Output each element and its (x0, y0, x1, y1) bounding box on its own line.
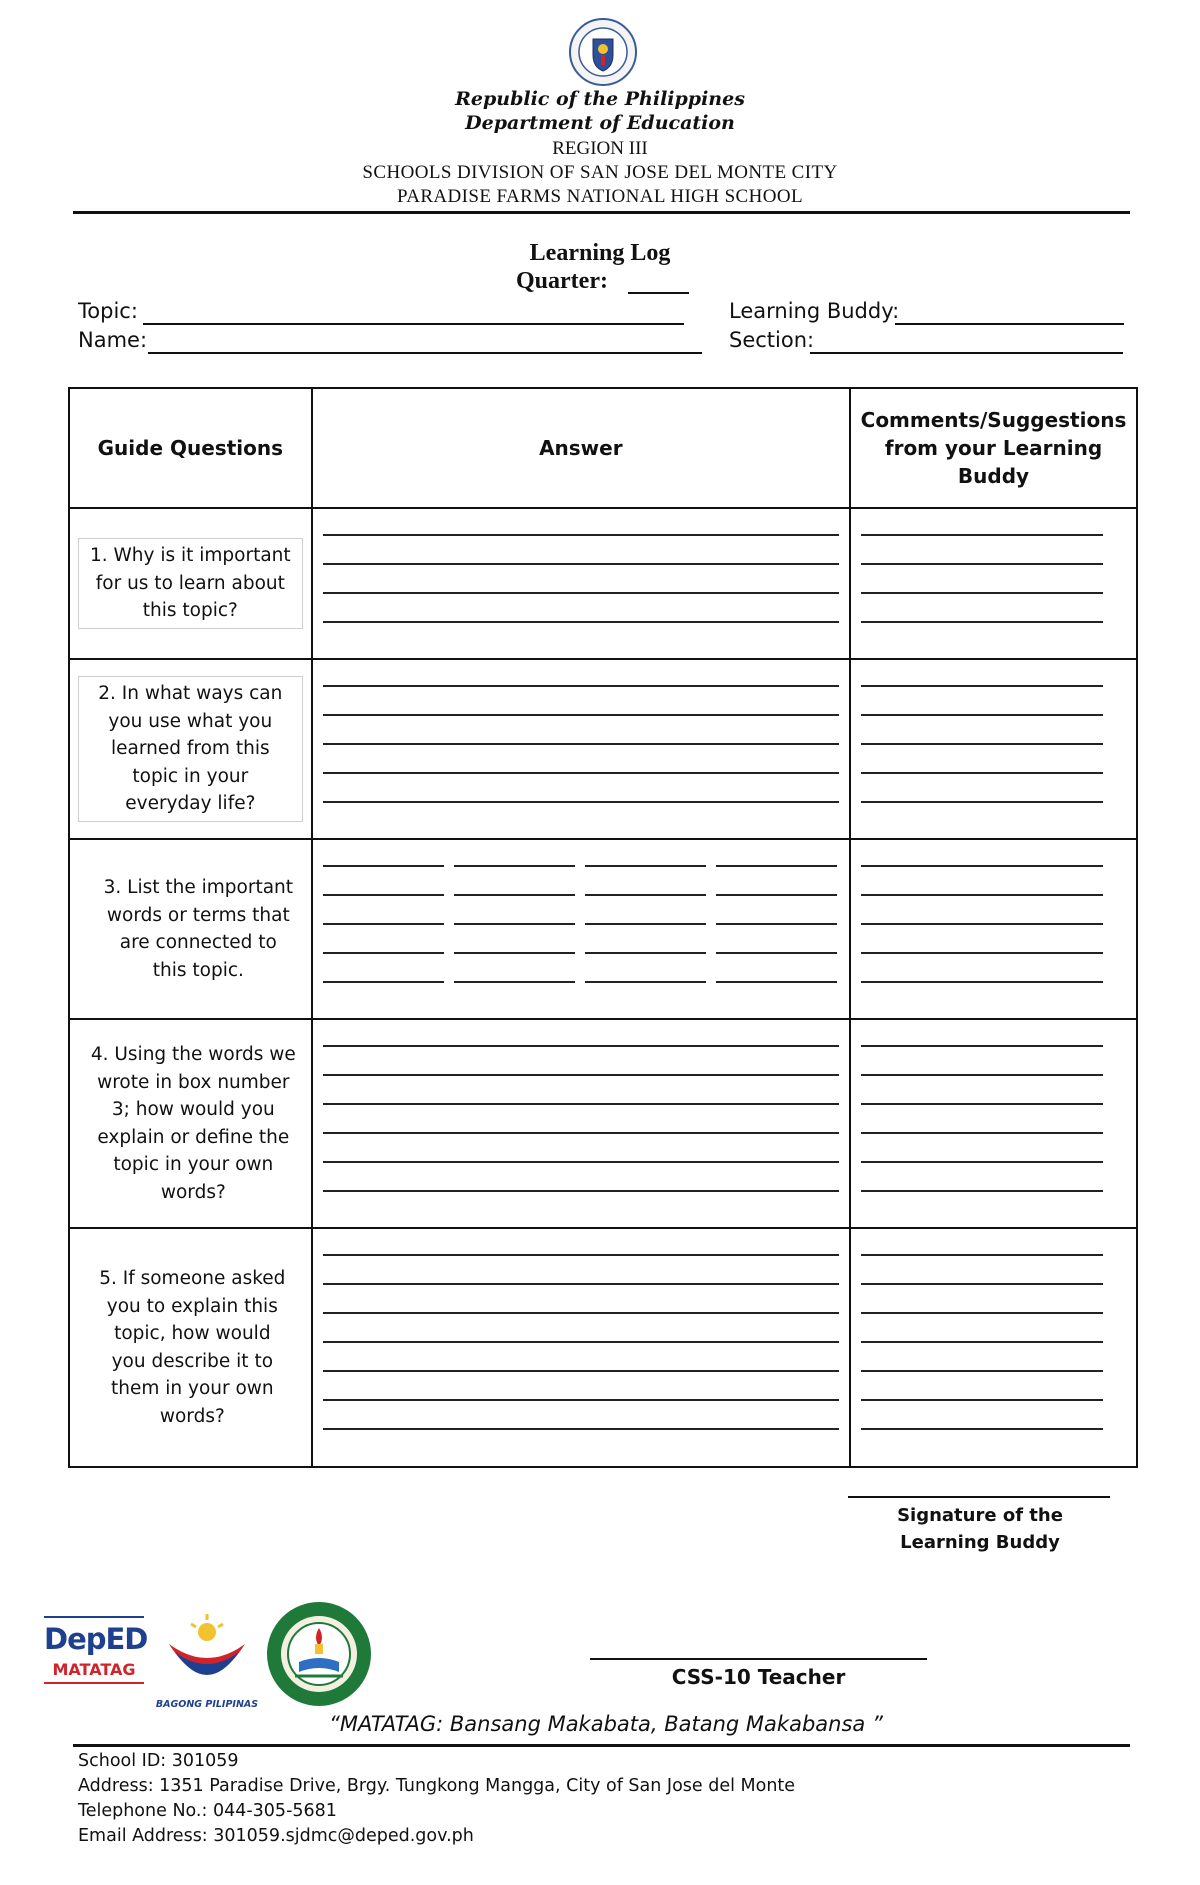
region-line: REGION III (552, 138, 648, 159)
section-field[interactable] (810, 352, 1123, 354)
question-cell (69, 659, 312, 839)
buddy-field[interactable] (895, 323, 1124, 325)
teacher-signature-line[interactable] (590, 1658, 927, 1660)
header-comments: Comments/Suggestions from your Learning Buddy (850, 388, 1137, 508)
table-row (69, 508, 1137, 659)
table-row (69, 1019, 1137, 1228)
comment-cell[interactable] (850, 839, 1137, 1019)
answer-cell[interactable] (312, 1228, 850, 1467)
form-title: Learning Log (529, 240, 671, 266)
section-label: Section: (729, 328, 815, 352)
question-cell (69, 1019, 312, 1228)
footer-divider (73, 1744, 1130, 1747)
quarter-blank[interactable] (628, 292, 689, 294)
teacher-signature-label: CSS-10 Teacher (671, 1665, 846, 1689)
buddy-label: Learning Buddy: (729, 299, 900, 323)
buddy-signature-label: Signature of the Learning Buddy (897, 1505, 1063, 1553)
department-line: Department of Education (465, 112, 735, 134)
telephone: Telephone No.: 044-305-5681 (78, 1801, 337, 1821)
question-text: 1. Why is it important for us to learn about this topic? (78, 538, 303, 629)
address: Address: 1351 Paradise Drive, Brgy. Tungkong Mangga, City of San Jose del Monte (78, 1776, 796, 1796)
email: Email Address: 301059.sjdmc@deped.gov.ph (78, 1826, 474, 1846)
learning-log-table (68, 387, 1138, 1468)
name-label: Name: (78, 328, 148, 352)
bagong-pilipinas-emblem (155, 1612, 259, 1694)
motto: “MATATAG: Bansang Makabata, Batang Makabansa ” (329, 1712, 883, 1736)
question-text: 4. Using the words we wrote in box number 3; how would you explain or define the topic in your own words? (90, 1044, 296, 1203)
answer-cell[interactable] (312, 1019, 850, 1228)
header-guide-questions: Guide Questions (69, 388, 312, 508)
header-divider (73, 211, 1130, 214)
answer-cell[interactable] (312, 659, 850, 839)
bagong-pilipinas-logo (155, 1612, 259, 1710)
table-row (69, 659, 1137, 839)
name-field[interactable] (148, 352, 702, 354)
answer-cell[interactable] (312, 508, 850, 659)
bagong-pilipinas-text: BAGONG PILIPINAS (155, 1699, 259, 1710)
question-text: 3. List the important words or terms that are connected to this topic. (103, 877, 294, 981)
comment-cell[interactable] (850, 1019, 1137, 1228)
table-row (69, 839, 1137, 1019)
deped-seal (568, 17, 638, 87)
deped-wordmark: DepED (44, 1622, 148, 1656)
school-seal (265, 1600, 373, 1708)
deped-matatag-logo (44, 1616, 148, 1684)
question-cell (69, 839, 312, 1019)
comment-cell[interactable] (850, 1228, 1137, 1467)
school-line: PARADISE FARMS NATIONAL HIGH SCHOOL (396, 186, 803, 207)
header-answer: Answer (312, 388, 850, 508)
comment-cell[interactable] (850, 659, 1137, 839)
question-text: 5. If someone asked you to explain this topic, how would you describe it to them in your own words? (99, 1268, 286, 1427)
republic-line: Republic of the Philippines (455, 88, 745, 110)
question-cell (69, 1228, 312, 1467)
comment-cell[interactable] (850, 508, 1137, 659)
table-row (69, 1228, 1137, 1467)
school-id: School ID: 301059 (78, 1751, 239, 1771)
topic-label: Topic: (78, 299, 138, 323)
matatag-wordmark: MATATAG (52, 1660, 136, 1679)
quarter-label: Quarter: (516, 268, 608, 294)
buddy-signature-line[interactable] (848, 1496, 1110, 1498)
question-text: 2. In what ways can you use what you learned from this topic in your everyday life? (78, 676, 303, 822)
question-cell (69, 508, 312, 659)
division-line: SCHOOLS DIVISION OF SAN JOSE DEL MONTE CITY (362, 162, 838, 183)
topic-field[interactable] (143, 323, 684, 325)
table-header-row (69, 388, 1137, 508)
answer-cell[interactable] (312, 839, 850, 1019)
